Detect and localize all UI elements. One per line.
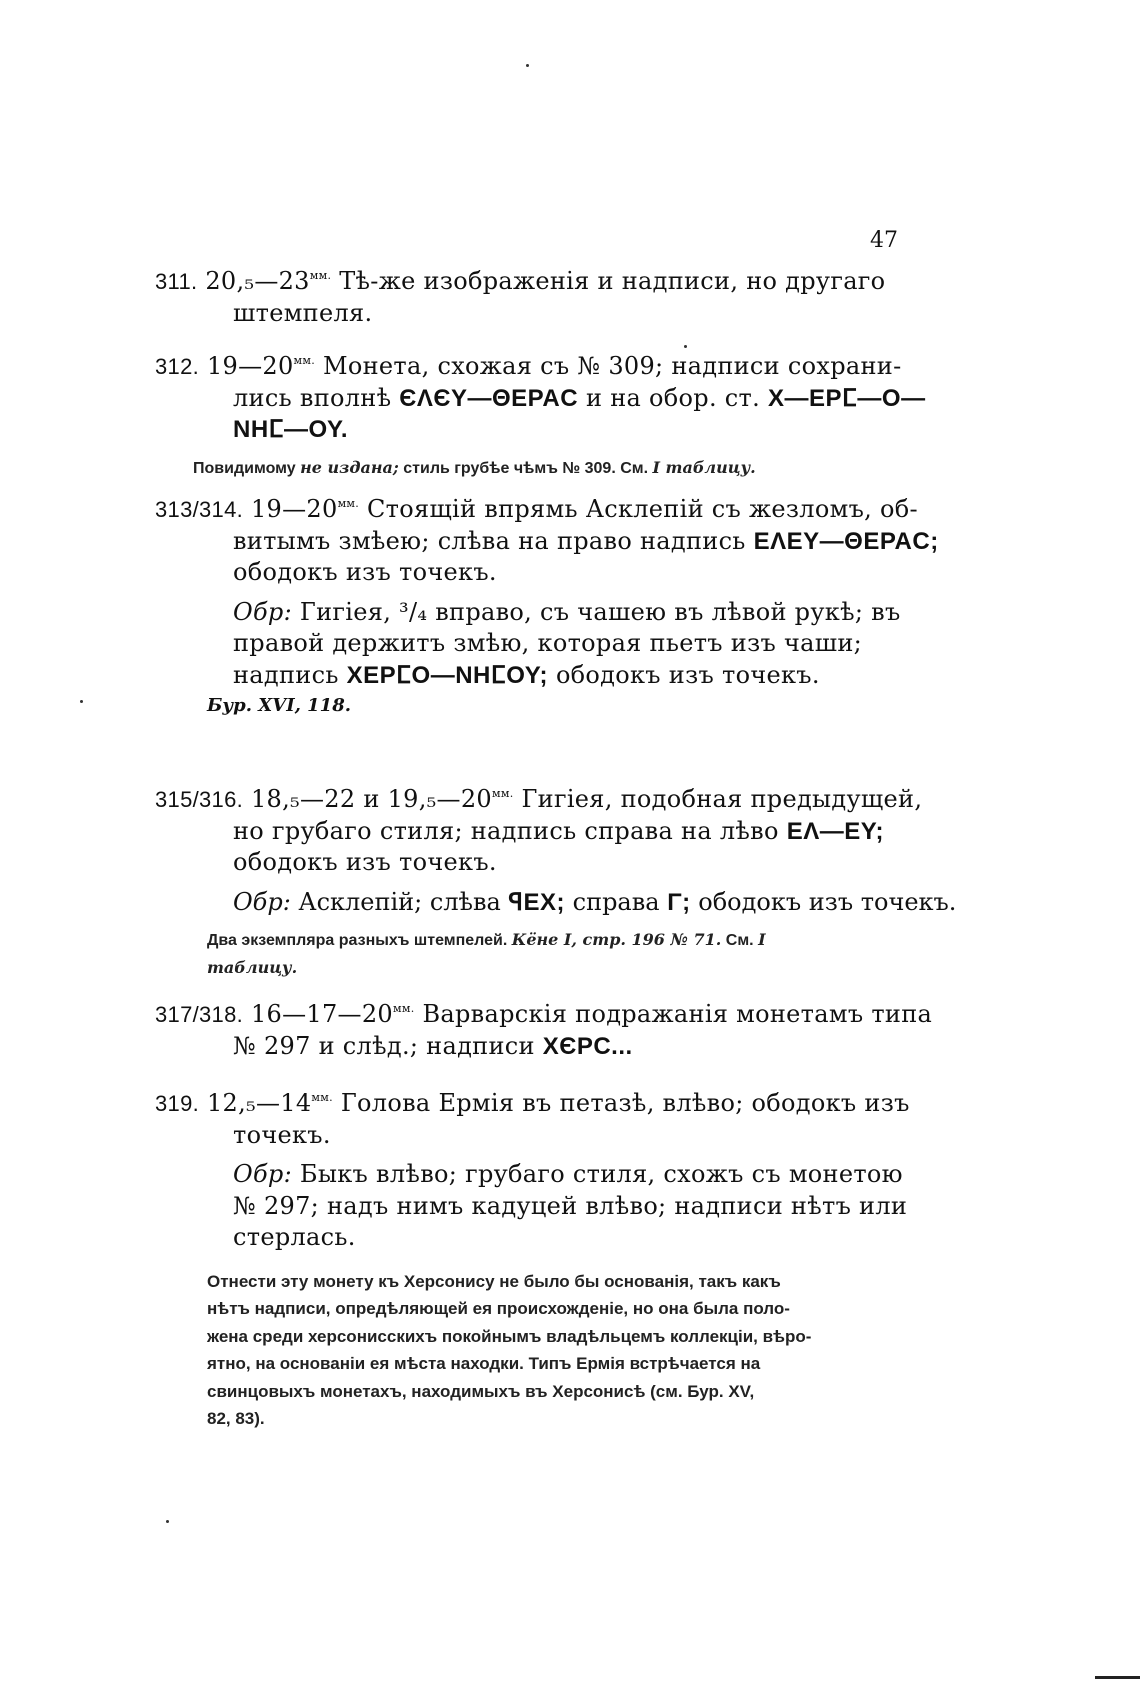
coin-size: 19—20	[250, 495, 338, 523]
entry-text: надпись	[233, 660, 339, 689]
entry-number: 312.	[155, 354, 200, 379]
entry-line	[155, 660, 888, 692]
unit-superscript: мм.	[293, 354, 316, 367]
entry-text: лись вполнѣ	[233, 383, 392, 412]
note-line: жена среди херсонисскихъ покойнымъ владѣльцемъ коллекціи, вѣро-	[207, 1326, 812, 1346]
note-line: Отнести эту монету къ Херсонису не было бы основанія, такъ какъ	[207, 1271, 781, 1291]
entry-line: № 297; надъ нимъ кадуцей влѣво; надписи нѣтъ или	[233, 1191, 908, 1220]
greek-inscription: ЄΛЄΥ—ΘΕΡΑC	[399, 384, 579, 412]
catalog-entry-313-314	[155, 488, 939, 716]
scan-speck	[80, 700, 83, 703]
entry-line	[155, 345, 902, 383]
entry-text: № 297 и слѣд.; надписи	[233, 1031, 535, 1060]
catalog-entry-319	[155, 1082, 910, 1433]
entry-line	[155, 1031, 888, 1063]
catalog-entry-312	[155, 345, 926, 482]
entry-text: витымъ змѣею; слѣва на право надпись	[233, 526, 746, 555]
entry-line	[155, 260, 888, 298]
entry-note	[155, 1268, 888, 1433]
reverse-label: Обр:	[233, 597, 292, 626]
coin-size: 20,₅—23	[205, 267, 310, 295]
entry-text: Монета, схожая съ № 309; надписи сохрани-	[323, 352, 902, 380]
coin-size: 16—17—20	[250, 1000, 394, 1028]
note-text: стиль грубѣе чѣмъ № 309. См.	[403, 459, 649, 477]
greek-inscription: ΧЄΡC...	[542, 1032, 633, 1060]
catalog-entry-317-318	[155, 993, 933, 1062]
entry-line	[155, 887, 957, 919]
coin-size: 12,₅—14	[206, 1089, 312, 1117]
entry-line: штемпеля.	[233, 298, 373, 327]
entry-number: 319.	[155, 1091, 200, 1116]
note-italic: I таблицу.	[652, 457, 756, 477]
greek-inscription: ΕΛΕΥ—ΘΕΡΑC;	[753, 527, 939, 555]
note-italic: Кёне I, стр. 196 № 71.	[511, 930, 722, 949]
entry-note	[155, 926, 847, 982]
scan-speck	[684, 345, 687, 348]
reverse-label: Обр:	[233, 1160, 292, 1188]
entry-text: Голова Ермія въ петазѣ, влѣво; ободокъ изъ	[340, 1089, 910, 1117]
note-text: Повидимому	[193, 459, 296, 477]
note-text: См.	[725, 932, 754, 949]
scan-speck	[166, 1520, 169, 1523]
entry-line	[155, 488, 918, 526]
entry-line	[155, 778, 923, 816]
entry-line	[155, 414, 888, 446]
entry-line: ободокъ изъ точекъ.	[233, 558, 497, 586]
entry-number: 313/314.	[155, 497, 244, 522]
unit-superscript: мм.	[393, 1002, 415, 1015]
entry-line	[155, 816, 888, 848]
entry-line	[155, 383, 926, 415]
greek-inscription: Γ;	[667, 888, 691, 916]
entry-text: Гигіея, подобная предыдущей,	[521, 785, 923, 813]
catalog-entry-315-316	[155, 778, 957, 982]
greek-inscription: Χ—ΕΡⵎ—Ο—	[767, 384, 926, 412]
entry-line	[155, 1082, 910, 1120]
page-number: 47	[870, 228, 898, 253]
greek-inscription: ΝΗⵎ—ΟΥ.	[233, 416, 349, 443]
note-line: ятно, на основаніи ея мѣста находки. Типъ Ермія встрѣчается на	[207, 1354, 761, 1373]
unit-superscript: мм.	[492, 787, 514, 800]
reverse-label: Обр:	[233, 887, 291, 916]
entry-number: 311.	[155, 269, 198, 294]
scan-speck	[526, 64, 529, 67]
unit-superscript: мм.	[311, 1091, 333, 1104]
note-line: 82, 83).	[207, 1409, 265, 1428]
coin-size: 18,₅—22 и 19,₅—20	[250, 785, 492, 813]
entry-line: правой держитъ змѣю, которая пьетъ изъ чаши;	[233, 629, 863, 657]
coin-size: 19—20	[206, 352, 294, 380]
entry-text: Быкъ влѣво; грубаго стиля, схожъ съ монетою	[299, 1160, 903, 1188]
note-text: Два экземпляра разныхъ штемпелей.	[207, 932, 508, 949]
entry-line	[155, 993, 933, 1031]
entry-line	[155, 597, 901, 629]
entry-text: Стоящій впрямь Асклепій съ жезломъ, об-	[367, 495, 918, 523]
entry-text: Тѣ-же изображенія и надписи, но другаго	[339, 267, 886, 295]
entry-text: и на обор. ст.	[585, 383, 761, 412]
entry-line	[155, 1159, 903, 1191]
note-line: свинцовыхъ монетахъ, находимыхъ въ Херсонисѣ (см. Бур. XV,	[207, 1381, 755, 1401]
entry-text: Гигіея, ³/₄ вправо, съ чашею въ лѣвой рукѣ; въ	[299, 597, 901, 626]
note-line: нѣтъ надписи, опредѣляющей ея происхожденіе, но она была поло-	[207, 1299, 790, 1318]
entry-line: ободокъ изъ точекъ.	[233, 848, 497, 876]
unit-superscript: мм.	[337, 497, 360, 510]
entry-note	[155, 454, 888, 482]
entry-line: точекъ.	[233, 1120, 331, 1149]
entry-text: Асклепій; слѣва	[298, 887, 501, 916]
bibliographic-reference: Бур. XVI, 118.	[207, 695, 351, 716]
entry-number: 315/316.	[155, 787, 244, 812]
entry-text: ободокъ изъ точекъ.	[555, 660, 820, 689]
entry-text: Варварскія подражанія монетамъ типа	[422, 1000, 933, 1028]
entry-text: справа	[572, 887, 660, 916]
note-italic: не издана;	[300, 457, 399, 477]
note-italic: I таблицу.	[207, 930, 766, 977]
unit-superscript: мм.	[309, 269, 332, 282]
entry-line	[155, 526, 939, 558]
scan-mark	[1095, 1676, 1140, 1679]
entry-text: ободокъ изъ точекъ.	[698, 887, 957, 916]
entry-text: но грубаго стиля; надпись справа на лѣво	[233, 816, 779, 845]
entry-line: стерлась.	[233, 1223, 356, 1251]
greek-inscription: ΧΕΡⵎΟ—ΝΗⵎΟΥ;	[346, 661, 548, 689]
entry-number: 317/318.	[155, 1002, 244, 1027]
greek-inscription: ΕΛ—ΕΥ;	[786, 817, 884, 845]
catalog-entry-311	[155, 260, 888, 329]
greek-inscription: ꟼΕΧ;	[508, 888, 565, 916]
